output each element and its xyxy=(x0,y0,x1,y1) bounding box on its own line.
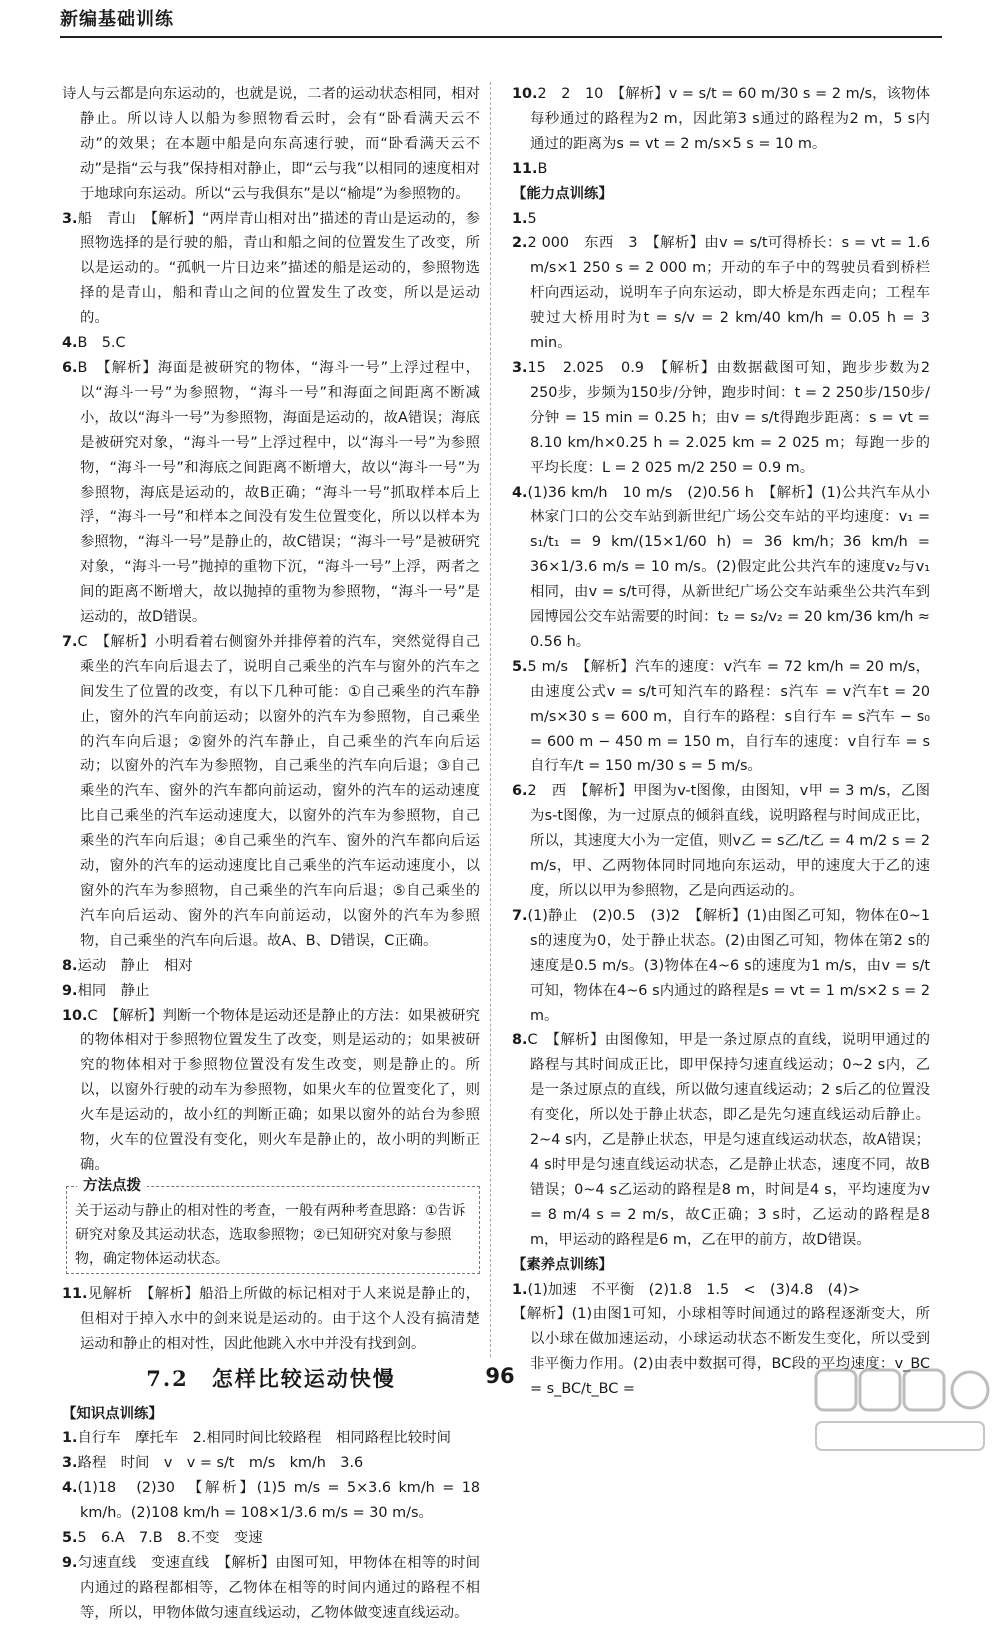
answer-number: 1. xyxy=(62,1430,78,1447)
method-tip-text: 关于运动与静止的相对性的考查，一般有两种考查思路：①告诉研究对象及其运动状态，选取参照物；②已知研究对象与参照物，确定物体运动状态。 xyxy=(75,1202,466,1267)
answer-number: 9. xyxy=(62,1554,78,1571)
answer-text: 5 6.A 7.B 8.不变 变速 xyxy=(77,1530,263,1547)
answer-text: C 【解析】由图像知，甲是一条过原点的直线，说明甲通过的路程与其时间成正比，即甲保持匀速直线运动；0~2 s内，乙是一条过原点的直线，所以做匀速直线运动；2 s后乙的位置没有变化，所以处于静止状态，即乙是先匀速直线运动后静止。2~4 s内，乙是静止状态，甲是匀速直线运动状态，故A错误；4 s时甲是匀速直线运动状态，乙是静止状态，速度不同，故B错误；0~4 s乙运动的路程是8 m，时间是4 s，平均速度为v = 8 m/4 s = 2 m/s，故C正确；3 s时，乙运动的路程是8 m，甲运动的路程是6 m，乙在甲的前方，故D错误。 xyxy=(527,1032,930,1248)
answer-number: 11. xyxy=(512,160,538,177)
right-column xyxy=(512,82,930,1402)
answer-number: 6. xyxy=(62,359,78,376)
answer-number: 1. xyxy=(512,210,528,227)
answer-entry xyxy=(512,481,930,655)
answer-text: 2 000 东西 3 【解析】由v = s/t可得桥长：s = vt = 1.6 m/s×1 250 s = 2 000 m；开动的车子中的驾驶员看到桥栏杆向西运动，说明车子向东运动，即大桥是东西走向；工程车驶过大桥用时为t = s/v = 2 km/40 km/h = 0.05 h = 3 min。 xyxy=(527,235,930,352)
answer-number: 1. xyxy=(512,1281,528,1298)
answer-entry xyxy=(512,655,930,780)
answer-entry xyxy=(62,331,480,356)
answer-number: 2. xyxy=(512,235,528,252)
answer-text: (1)静止 (2)0.5 (3)2 【解析】(1)由图乙可知，物体在0~1 s的速度为0，处于静止状态。(2)由图乙可知，物体在第2 s的速度是0.5 m/s。(3)物体在4~6 s的速度为1 m/s，由v = s/t可知，物体在4~6 s内通过的路程是s = vt = 1 m/s×2 s = 2 m。 xyxy=(527,907,930,1024)
answer-text: 5 m/s 【解析】汽车的速度：v汽车 = 72 km/h = 20 m/s，由速度公式v = s/t可知汽车的路程：s汽车 = v汽车t = 20 m/s×30 s = 600 m，自行车的路程：s自行车 = s汽车 − s₀ = 600 m − 450 m = 150 m，自行车的速度：v自行车 = s自行车/t = 150 m/30 s = 5 m/s。 xyxy=(527,658,930,775)
answer-text: 相同 静止 xyxy=(77,982,150,999)
answer-entry xyxy=(512,1278,930,1303)
answer-entry xyxy=(62,1282,480,1357)
answer-entry xyxy=(512,779,930,904)
answer-number: 9. xyxy=(62,982,78,999)
answer-continuation: 【解析】(1)由图1可知，小球相等时间通过的路程逐渐变大，所以小球在做加速运动，小球运动状态不断发生变化，所以受到非平衡力作用。(2)由表中数据可得，BC段的平均速度：v_BC = s_BC/t_BC = xyxy=(512,1306,930,1398)
answer-number: 3. xyxy=(512,359,528,376)
answer-entry xyxy=(512,356,930,481)
method-tip-box xyxy=(66,1177,480,1274)
answer-text: 运动 静止 相对 xyxy=(77,957,193,974)
answer-entry xyxy=(62,954,480,979)
answer-text: 见解析 【解析】船沿上所做的标记相对于人来说是静止的，但相对于掉入水中的剑来说是运动的。由于这个人没有搞清楚运动和静止的相对性，因此他跳入水中并没有找到剑。 xyxy=(80,1285,480,1352)
answer-text: 2 2 10 【解析】v = s/t = 60 m/30 s = 2 m/s，该物体每秒通过的路程为2 m，因此第3 s通过的路程为2 m，5 s内通过的距离为s = vt = 2 m/s×5 s = 10 m。 xyxy=(530,86,930,152)
answer-entry xyxy=(512,231,930,356)
column-divider xyxy=(490,82,491,1357)
answer-text: 2 西 【解析】甲图为v-t图像，由图知，v甲 = 3 m/s，乙图为s-t图像，为一过原点的倾斜直线，说明路程与时间成正比，所以，其速度大小为一定值，则v乙 = s乙/t乙 = 4 m/2 s = 2 m/s，甲、乙两物体同时同地向东运动，甲的速度大于乙的速度，所以以甲为参照物，乙是向西运动的。 xyxy=(527,783,930,899)
answer-number: 3. xyxy=(62,210,78,227)
answer-text: 自行车 摩托车 2.相同时间比较路程 相同路程比较时间 xyxy=(77,1430,451,1447)
answer-number: 5. xyxy=(62,1530,78,1547)
answer-text: (1)18 (2)30 【解析】(1)5 m/s = 5×3.6 km/h = 18 km/h。(2)108 km/h = 108×1/3.6 m/s = 30 m/s。 xyxy=(77,1480,480,1522)
answer-entry xyxy=(512,904,930,1029)
answer-entry xyxy=(62,1476,480,1526)
page-number: 96 xyxy=(485,1364,515,1388)
answer-number: 8. xyxy=(512,1032,528,1049)
answer-number: 10. xyxy=(512,86,538,102)
chapter-title: 7.2 怎样比较运动快慢 xyxy=(146,1365,396,1391)
answer-entry xyxy=(62,207,480,332)
answer-entry xyxy=(62,1004,480,1178)
answer-text: 路程 时间 v v = s/t m/s km/h 3.6 xyxy=(77,1455,364,1472)
answer-text: C 【解析】小明看着右侧窗外并排停着的汽车，突然觉得自己乘坐的汽车向后退去了，说明自己乘坐的汽车与窗外的汽车之间发生了位置的改变，有以下几种可能：①自己乘坐的汽车静止，窗外的汽车向前运动；以窗外的汽车为参照物，自己乘坐的汽车向后退；②窗外的汽车静止，自己乘坐的汽车向后运动；以窗外的汽车为参照物，自己乘坐的汽车向后退；③自己乘坐的汽车、窗外的汽车都向前运动，窗外的汽车的运动速度比自己乘坐的汽车运动速度大，以窗外的汽车为参照物，自己乘坐的汽车向后退；④自己乘坐的汽车、窗外的汽车都向后运动，窗外的汽车的运动速度比自己乘坐的汽车运动速度小，以窗外的汽车为参照物，自己乘坐的汽车向后退；⑤自己乘坐的汽车向后运动、窗外的汽车向前运动，以窗外的汽车为参照物，自己乘坐的汽车向后退。故A、B、D错误，C正确。 xyxy=(77,633,480,949)
header-rule xyxy=(60,36,942,38)
answer-number: 7. xyxy=(62,633,78,650)
answer-entry xyxy=(62,1551,480,1626)
answer-number: 10. xyxy=(62,1007,88,1024)
answer-continuation: 诗人与云都是向东运动的，也就是说，二者的运动状态相同，相对静止。所以诗人以船为参照物看云时，会有“卧看满天云不动”的效果；在本题中船是向东高速行驶，而“卧看满天云不动”是指“云与我”保持相对静止，即“云与我”以相同的速度相对于地球向东运动。所以“云与我俱东”是以“榆堤”为参照物的。 xyxy=(62,86,480,202)
answer-text: 船 青山 【解析】“两岸青山相对出”描述的青山是运动的，参照物选择的是行驶的船，青山和船之间的位置发生了改变，所以是运动的。“孤帆一片日边来”描述的船是运动的，参照物选择的是青山，船和青山之间的位置发生了改变，所以是运动的。 xyxy=(77,210,480,327)
answer-number: 4. xyxy=(62,1480,78,1497)
answer-text: 匀速直线 变速直线 【解析】由图可知，甲物体在相等的时间内通过的路程都相等，乙物体在相等的时间内通过的路程不相等，所以，甲物体做匀速直线运动，乙物体做变速直线运动。 xyxy=(77,1554,480,1621)
answer-number: 5. xyxy=(512,658,528,675)
left-column xyxy=(62,82,480,1626)
answer-text: B 5.C xyxy=(77,335,126,352)
answer-number: 3. xyxy=(62,1455,78,1472)
answer-text: C 【解析】判断一个物体是运动还是静止的方法：如果被研究的物体相对于参照物位置发生了改变，则是运动的；如果被研究的物体相对于参照物位置没有发生改变，则是静止的。所以，以窗外行驶的动车为参照物，如果火车的位置变化了，则火车是运动的，故小红的判断正确；如果以窗外的站台为参照物，火车的位置没有变化，则火车是静止的，故小明的判断正确。 xyxy=(80,1007,480,1173)
answer-number: 8. xyxy=(62,957,78,974)
answer-text: B 【解析】海面是被研究的物体，“海斗一号”上浮过程中，以“海斗一号”为参照物，“海斗一号”和海面之间距离不断减小，故以“海斗一号”为参照物，海面是运动的，故A错误；海底是被研究对象，“海斗一号”上浮过程中，以“海斗一号”为参照物，“海斗一号”和海底之间距离不断增大，故以“海斗一号”为参照物，海底是运动的，故B正确；“海斗一号”抓取样本后上浮，“海斗一号”和样本之间没有发生位置变化，所以以样本为参照物，“海斗一号”是静止的，故C错误；“海斗一号”是被研究对象，“海斗一号”抛掉的重物下沉，“海斗一号”上浮，两者之间的距离不断增大，故以抛掉的重物为参照物，“海斗一号”是运动的，故D错误。 xyxy=(77,359,480,626)
book-title: 新编基础训练 xyxy=(60,9,174,30)
answer-entry xyxy=(62,1451,480,1476)
answer-entry xyxy=(512,207,930,232)
answer-text: (1)加速 不平衡 (2)1.8 1.5 < (3)4.8 (4)> xyxy=(527,1281,861,1298)
watermark-logo xyxy=(810,1366,990,1456)
section-heading: 【知识点训练】 xyxy=(62,1405,163,1422)
section-heading: 【能力点训练】 xyxy=(512,185,613,202)
answer-entry xyxy=(62,356,480,630)
answer-entry xyxy=(62,1426,480,1451)
answer-entry xyxy=(512,157,930,182)
answer-number: 4. xyxy=(62,335,78,352)
answer-number: 7. xyxy=(512,907,528,924)
answer-number: 4. xyxy=(512,484,528,501)
method-tip-title: 方法点拨 xyxy=(77,1175,147,1197)
answer-number: 11. xyxy=(62,1285,88,1302)
answer-text: (1)36 km/h 10 m/s (2)0.56 h 【解析】(1)公共汽车从小林家门口的公交车站到新世纪广场公交车站的平均速度：v₁ = s₁/t₁ = 9 km/(15×1/60 h) = 36 km/h；36 km/h = 36×1/3.6 m/s = 10 m/s。(2)假定此公共汽车的速度v₂与v₁相同，由v = s/t可得，从新世纪广场公交车站乘坐公共汽车到园博园公交车站需要的时间：t₂ = s₂/v₂ = 20 km/36 km/h ≈ 0.56 h。 xyxy=(527,484,930,650)
answer-number: 6. xyxy=(512,783,528,800)
answer-text: 15 2.025 0.9 【解析】由数据截图可知，跑步步数为2 250步，步频为150步/分钟，跑步时间：t = 2 250步/150步/分钟 = 15 min = 0.25 h；由v = s/t得跑步距离：s = vt = 8.10 km/h×0.25 h = 2.025 km = 2 025 m；每跑一步的平均长度：L = 2 025 m/2 250 = 0.9 m。 xyxy=(527,359,930,476)
answer-entry xyxy=(62,630,480,954)
answer-entry xyxy=(512,82,930,157)
answer-text: B xyxy=(537,160,548,177)
answer-text: 5 xyxy=(527,210,537,227)
answer-entry xyxy=(512,1028,930,1252)
section-heading: 【素养点训练】 xyxy=(512,1256,613,1273)
answer-entry xyxy=(62,979,480,1004)
answer-entry xyxy=(62,1526,480,1551)
watermark-graphic xyxy=(810,1366,990,1456)
